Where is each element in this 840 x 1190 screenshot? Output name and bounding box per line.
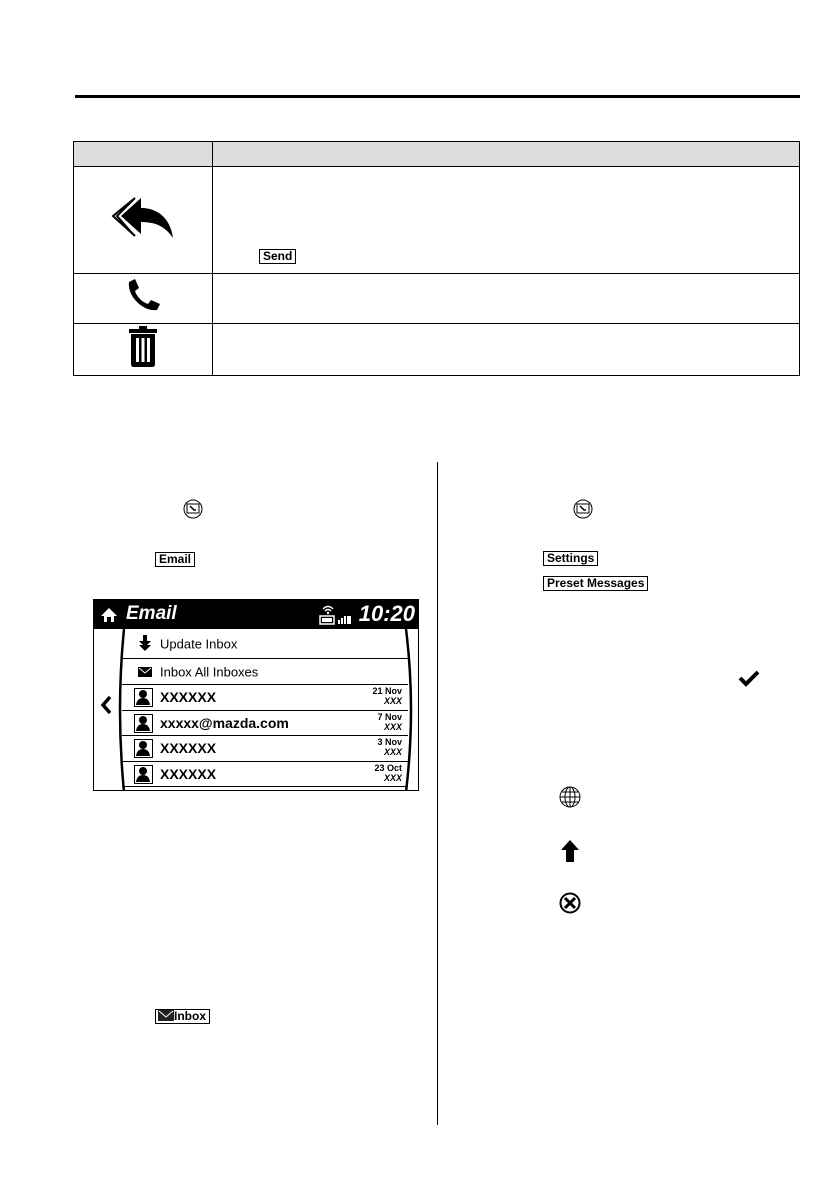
message-date-text: 3 Nov [377,737,402,747]
message-sender: XXXXXX [160,740,217,757]
inbox-selector[interactable] [122,659,408,685]
message-row[interactable] [122,736,408,762]
message-date [374,763,402,783]
checkmark-icon [738,670,760,687]
message-sender: XXXXXX [160,689,217,706]
inbox-label: Inbox All Inboxes [160,664,259,679]
message-sub: XXX [383,772,402,783]
contact-icon [134,714,153,733]
inbox-button[interactable] [155,1009,210,1024]
table-row [74,324,800,376]
table-header-row [74,142,800,167]
status-icons [318,603,354,625]
message-sender: xxxxx@mazda.com [160,714,289,731]
message-date [372,686,402,706]
message-row[interactable] [122,685,408,711]
envelope-icon [138,667,152,677]
trash-icon [128,326,158,368]
message-sub: XXX [383,696,402,706]
envelope-icon [158,1010,174,1021]
contact-icon [134,739,153,758]
message-date [377,712,402,732]
message-sub: XXX [383,721,402,732]
shift-arrow-icon [561,840,579,862]
contact-icon [134,765,153,784]
download-arrow-icon [139,635,151,651]
home-icon[interactable] [100,607,118,623]
screen-header [94,600,418,629]
clear-icon [559,892,581,914]
header-rule [75,95,800,98]
preset-messages-button[interactable]: Preset Messages [543,576,648,591]
phone-message-icon [183,499,203,519]
reply-all-icon [111,194,175,242]
table-row [74,167,800,274]
settings-button[interactable]: Settings [543,551,598,566]
table-row [74,274,800,324]
message-sub: XXX [383,747,402,757]
email-button[interactable]: Email [155,552,195,567]
email-screen [93,599,419,791]
update-inbox-label: Update Inbox [160,636,238,651]
phone-message-icon [573,499,593,519]
update-inbox-item[interactable] [122,629,408,659]
message-date-text: 7 Nov [377,711,402,722]
inbox-button-label: Inbox [174,1009,206,1023]
contact-icon [134,688,153,707]
message-date-text: 23 Oct [374,762,402,773]
phone-icon [123,276,163,316]
message-date-text: 21 Nov [372,686,402,696]
globe-icon [559,786,581,808]
message-sender: XXXXXX [160,765,217,782]
icon-table [73,141,800,376]
message-date [377,737,402,757]
clock: 10:20 [358,601,415,626]
column-divider [437,462,438,1125]
message-row[interactable] [122,762,408,788]
message-row[interactable] [122,711,408,737]
send-button[interactable]: Send [259,249,296,264]
screen-title: Email [126,603,177,624]
